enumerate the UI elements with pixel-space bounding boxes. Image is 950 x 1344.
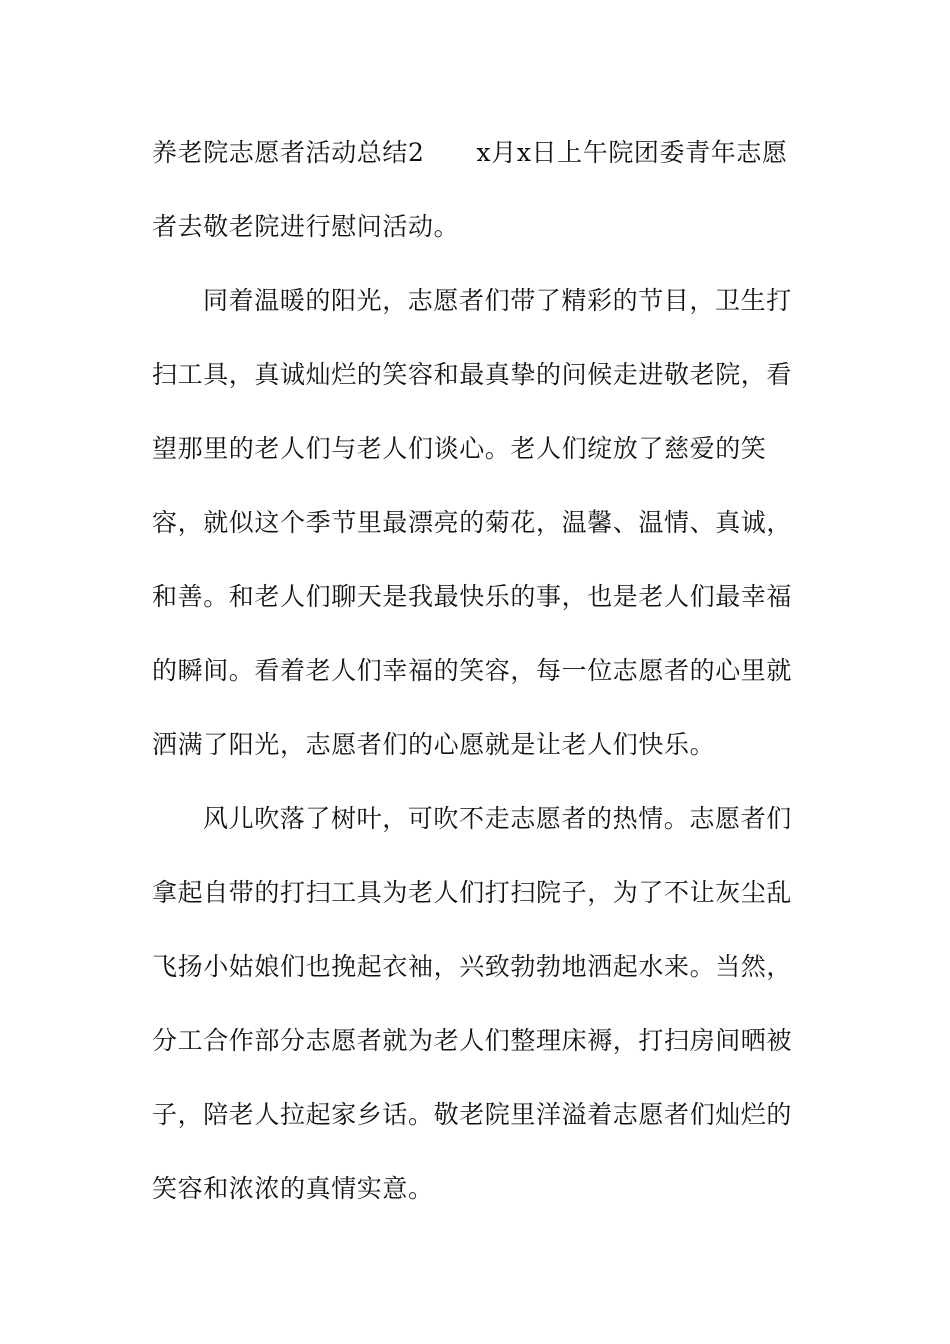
- paragraph-line: 风儿吹落了树叶，可吹不走志愿者的热情。志愿者们: [203, 804, 792, 833]
- paragraph-line: 洒满了阳光，志愿者们的心愿就是让老人们快乐。: [152, 730, 716, 759]
- document-title: 养老院志愿者活动总结2: [152, 138, 425, 167]
- paragraph-line: 的瞬间。看着老人们幸福的笑容，每一位志愿者的心里就: [152, 656, 793, 685]
- paragraph-line: 扫工具，真诚灿烂的笑容和最真挚的问候走进敬老院，看: [152, 360, 793, 389]
- paragraph-line: 望那里的老人们与老人们谈心。老人们绽放了慈爱的笑: [152, 434, 767, 463]
- paragraph-line: 笑容和浓浓的真情实意。: [152, 1174, 434, 1203]
- document-body: [152, 134, 802, 1244]
- paragraph-line: 分工合作部分志愿者就为老人们整理床褥，打扫房间晒被: [152, 1026, 793, 1055]
- paragraph-line: 者去敬老院进行慰问活动。: [152, 212, 460, 241]
- paragraph-line: 和善。和老人们聊天是我最快乐的事，也是老人们最幸福: [152, 582, 793, 611]
- paragraph-line: 同着温暖的阳光，志愿者们带了精彩的节目，卫生打: [203, 286, 792, 315]
- heading-line: [152, 134, 802, 171]
- paragraph-line: 子，陪老人拉起家乡话。敬老院里洋溢着志愿者们灿烂的: [152, 1100, 793, 1129]
- heading-continuation: x月x日上午院团委青年志愿: [476, 138, 788, 167]
- paragraph-line: 容，就似这个季节里最漂亮的菊花，温馨、温情、真诚，: [152, 508, 793, 537]
- paragraph-line: 飞扬小姑娘们也挽起衣袖，兴致勃勃地洒起水来。当然，: [152, 952, 793, 981]
- paragraph-line: 拿起自带的打扫工具为老人们打扫院子，为了不让灰尘乱: [152, 878, 793, 907]
